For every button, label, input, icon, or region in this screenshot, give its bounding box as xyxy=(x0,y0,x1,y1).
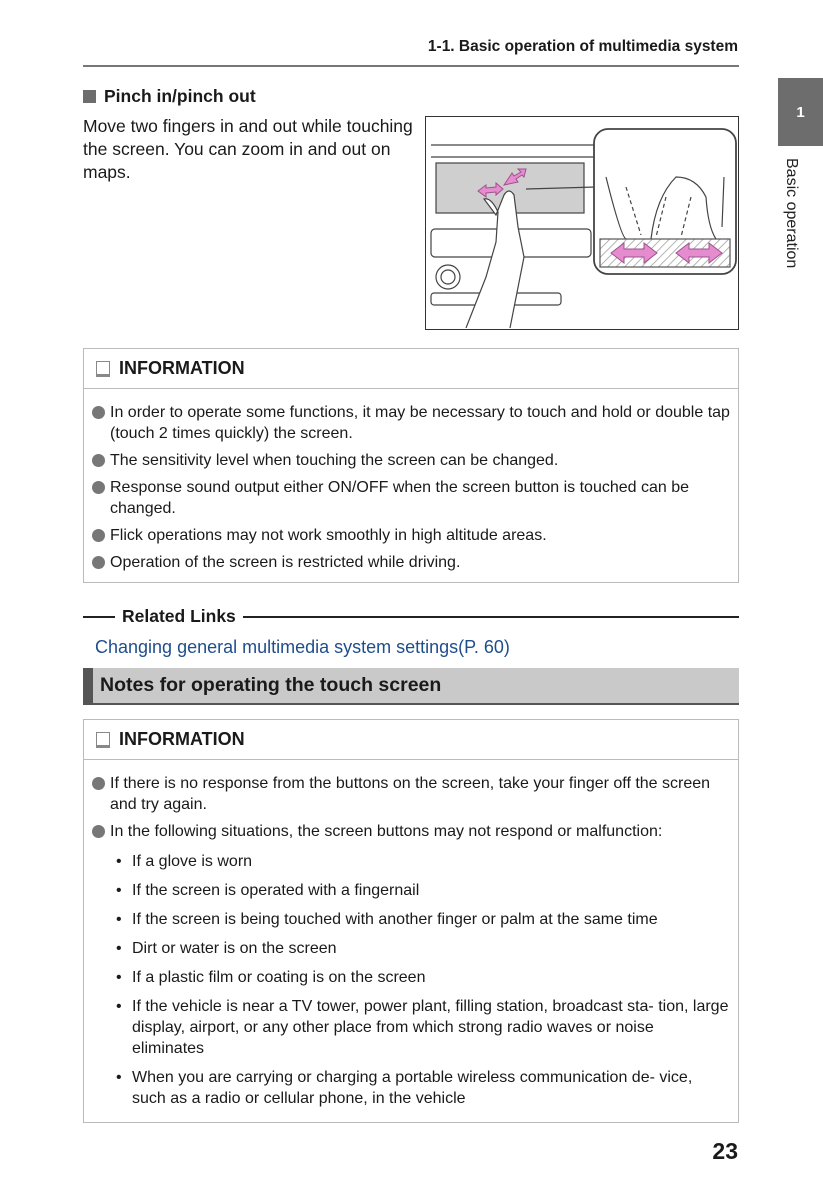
book-icon xyxy=(96,732,110,748)
chapter-tab: 1 xyxy=(778,78,823,146)
item-text: The sensitivity level when touching the screen can be changed. xyxy=(110,452,559,469)
list-item xyxy=(92,773,730,815)
item-text: In the following situations, the screen buttons may not respond or malfunction: xyxy=(110,823,663,840)
item-text: If the vehicle is near a TV tower, power plant, filling station, broadcast sta- tion, large display, airport, or any other place from which strong radio waves or noise eliminates xyxy=(132,998,729,1057)
bullet-icon xyxy=(92,556,105,569)
information-title: INFORMATION xyxy=(119,729,245,749)
item-text: If a glove is worn xyxy=(132,853,253,870)
square-bullet-icon xyxy=(83,90,96,103)
information-box-1 xyxy=(83,348,739,583)
bullet-icon xyxy=(92,825,105,838)
bullet-icon xyxy=(92,529,105,542)
sub-item: • If a plastic film or coating is on the screen xyxy=(116,969,426,986)
item-text: If a plastic film or coating is on the screen xyxy=(132,969,426,986)
book-icon xyxy=(96,361,110,377)
item-text: If the screen is being touched with another finger or palm at the same time xyxy=(132,911,658,928)
pinch-heading xyxy=(83,86,256,107)
item-text: If there is no response from the buttons on the screen, take your finger off the screen and try again. xyxy=(110,775,711,813)
pinch-illustration xyxy=(425,116,739,330)
information-box-2 xyxy=(83,719,739,1123)
item-text: When you are carrying or charging a portable wireless communication de- vice, such as a radio or cellular phone, in the vehicle xyxy=(132,1069,693,1107)
bullet-icon xyxy=(92,481,105,494)
list-item xyxy=(92,402,730,444)
running-header: 1-1. Basic operation of multimedia system xyxy=(427,38,738,55)
chapter-title: Basic operation xyxy=(783,158,800,269)
related-links-heading xyxy=(83,606,739,627)
pinch-description: Move two fingers in and out while touching the screen. You can zoom in and out on maps. xyxy=(83,116,413,182)
settings-link[interactable]: Changing general multimedia system settings(P. 60) xyxy=(95,637,510,657)
list-item xyxy=(92,450,730,471)
pinch-heading-text: Pinch in/pinch out xyxy=(104,86,256,106)
page-number: 23 xyxy=(712,1138,738,1164)
item-text: Operation of the screen is restricted while driving. xyxy=(110,554,461,571)
header-rule xyxy=(83,65,739,67)
bullet-icon xyxy=(92,406,105,419)
bullet-icon xyxy=(92,454,105,467)
related-links-title: Related Links xyxy=(122,606,236,626)
sub-item: • Dirt or water is on the screen xyxy=(116,940,337,957)
bullet-icon xyxy=(92,777,105,790)
sub-item: • If the vehicle is near a TV tower, power plant, filling station, broadcast sta- tion, large display, airport, or any other place from which strong radio waves or noise eliminates xyxy=(116,998,729,1057)
list-item xyxy=(92,477,730,519)
item-text: In order to operate some functions, it may be necessary to touch and hold or double tap (touch 2 times quickly) the screen. xyxy=(110,404,730,442)
list-item xyxy=(92,821,730,842)
section-heading: Notes for operating the touch screen xyxy=(83,668,739,705)
item-text: Response sound output either ON/OFF when the screen button is touched can be changed. xyxy=(110,479,690,517)
item-text: If the screen is operated with a fingernail xyxy=(132,882,420,899)
item-text: Dirt or water is on the screen xyxy=(132,940,337,957)
sub-item: • If the screen is operated with a fingernail xyxy=(116,882,420,899)
sub-item: • When you are carrying or charging a portable wireless communication de- vice, such as a radio or cellular phone, in the vehicle xyxy=(116,1069,693,1107)
sub-item: • If a glove is worn xyxy=(116,853,253,870)
list-item xyxy=(92,525,730,546)
list-item xyxy=(92,552,730,573)
item-text: Flick operations may not work smoothly in high altitude areas. xyxy=(110,527,547,544)
sub-item: • If the screen is being touched with another finger or palm at the same time xyxy=(116,911,658,928)
information-title: INFORMATION xyxy=(119,358,245,378)
